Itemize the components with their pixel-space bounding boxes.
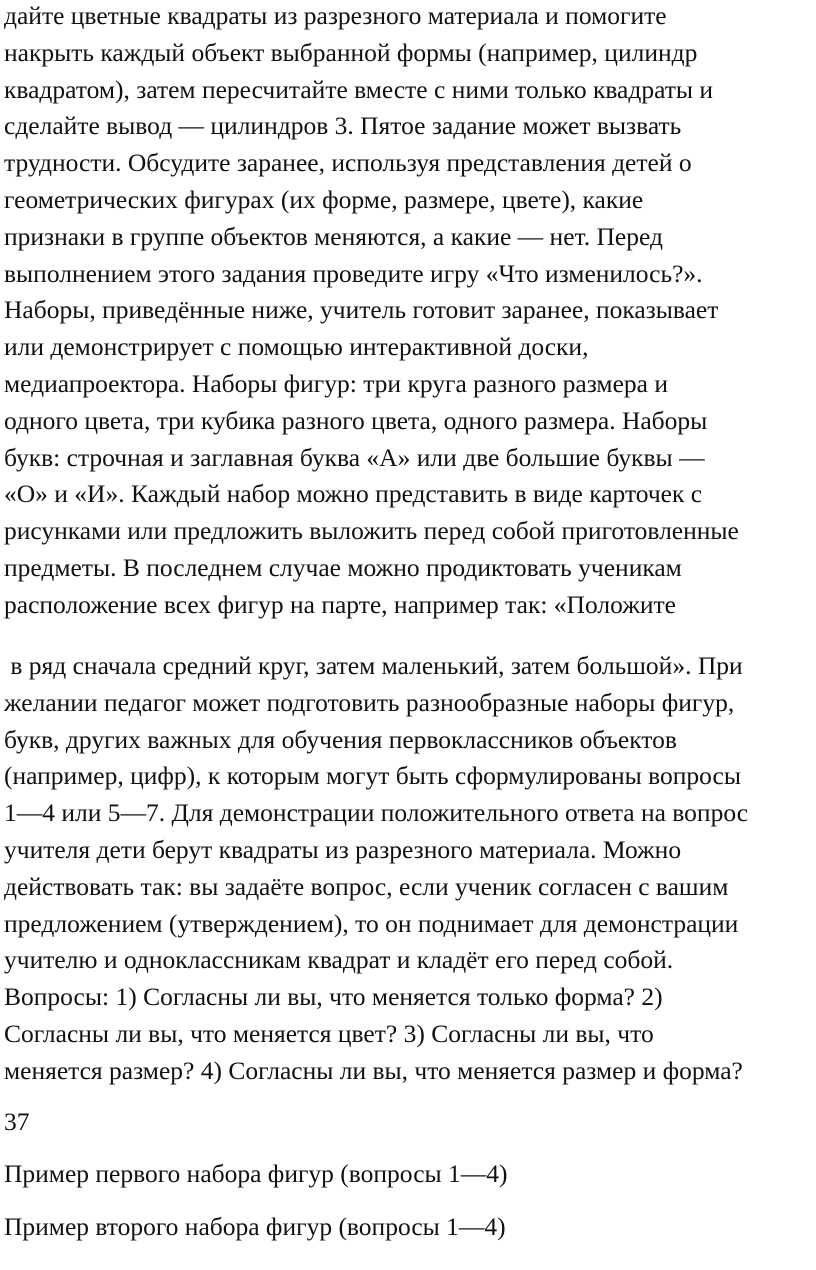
text-line: действовать так: вы задаёте вопрос, если ученик согласен с вашим: [4, 871, 729, 901]
text-line: в ряд сначала средний круг, затем маленький, затем большой». При: [4, 651, 743, 680]
text-line: Вопросы: 1) Согласны ли вы, что меняется только форма? 2): [4, 982, 663, 1012]
paragraph-1: [4, 0, 816, 624]
text-line: учителя дети берут квадраты из разрезного материала. Можно: [4, 834, 682, 864]
text-line: сделайте вывод — цилиндров 3. Пятое задание может вызвать: [4, 111, 682, 141]
text-line: Наборы, приведённые ниже, учитель готовит заранее, показывает: [4, 295, 719, 325]
text-line: желании педагог может подготовить разнообразные наборы фигур,: [4, 687, 735, 717]
text-line: расположение всех фигур на парте, например так: «Положите: [4, 589, 676, 619]
page-number: 37: [4, 1107, 30, 1136]
text-line: 1—4 или 5—7. Для демонстрации положительного ответа на вопрос: [4, 798, 749, 828]
text-line: букв, других важных для обучения первоклассников объектов: [4, 724, 677, 754]
text-line: трудности. Обсудите заранее, используя представления детей о: [4, 148, 692, 178]
text-line: «О» и «И». Каждый набор можно представить в виде карточек с: [4, 479, 703, 509]
text-line: меняется размер? 4) Согласны ли вы, что меняется размер и форма?: [4, 1055, 743, 1085]
text-line: выполнением этого задания проведите игру «Что изменилось?».: [4, 258, 703, 288]
text-line: дайте цветные квадраты из разрезного материала и помогите: [4, 1, 667, 30]
text-line: квадратом), затем пересчитайте вместе с ними только квадраты и: [4, 74, 714, 104]
text-line: накрыть каждый объект выбранной формы (например, цилиндр: [4, 37, 698, 67]
text-line: признаки в группе объектов меняются, а какие — нет. Перед: [4, 221, 663, 251]
text-line: рисунками или предложить выложить перед собой приготовленные: [4, 516, 739, 546]
text-line: одного цвета, три кубика разного цвета, одного размера. Наборы: [4, 405, 708, 435]
text-line: предложением (утверждением), то он поднимает для демонстрации: [4, 908, 739, 938]
text-line: или демонстрирует с помощью интерактивной доски,: [4, 332, 589, 362]
text-line: (например, цифр), к которым могут быть сформулированы вопросы: [4, 761, 741, 791]
text-line: геометрических фигурах (их форме, размере, цвете), какие: [4, 184, 644, 214]
figure-caption-2: Пример второго набора фигур (вопросы 1—4): [4, 1212, 506, 1241]
text-line: учителю и одноклассникам квадрат и кладёт его перед собой.: [4, 945, 674, 975]
paragraph-2: [4, 648, 816, 1090]
figure-caption-1: Пример первого набора фигур (вопросы 1—4): [4, 1159, 508, 1188]
text-line: Согласны ли вы, что меняется цвет? 3) Согласны ли вы, что: [4, 1018, 654, 1048]
text-line: предметы. В последнем случае можно продиктовать ученикам: [4, 552, 682, 582]
text-line: медиапроектора. Наборы фигур: три круга разного размера и: [4, 368, 668, 398]
text-line: букв: строчная и заглавная буква «А» или две большие буквы —: [4, 442, 705, 472]
